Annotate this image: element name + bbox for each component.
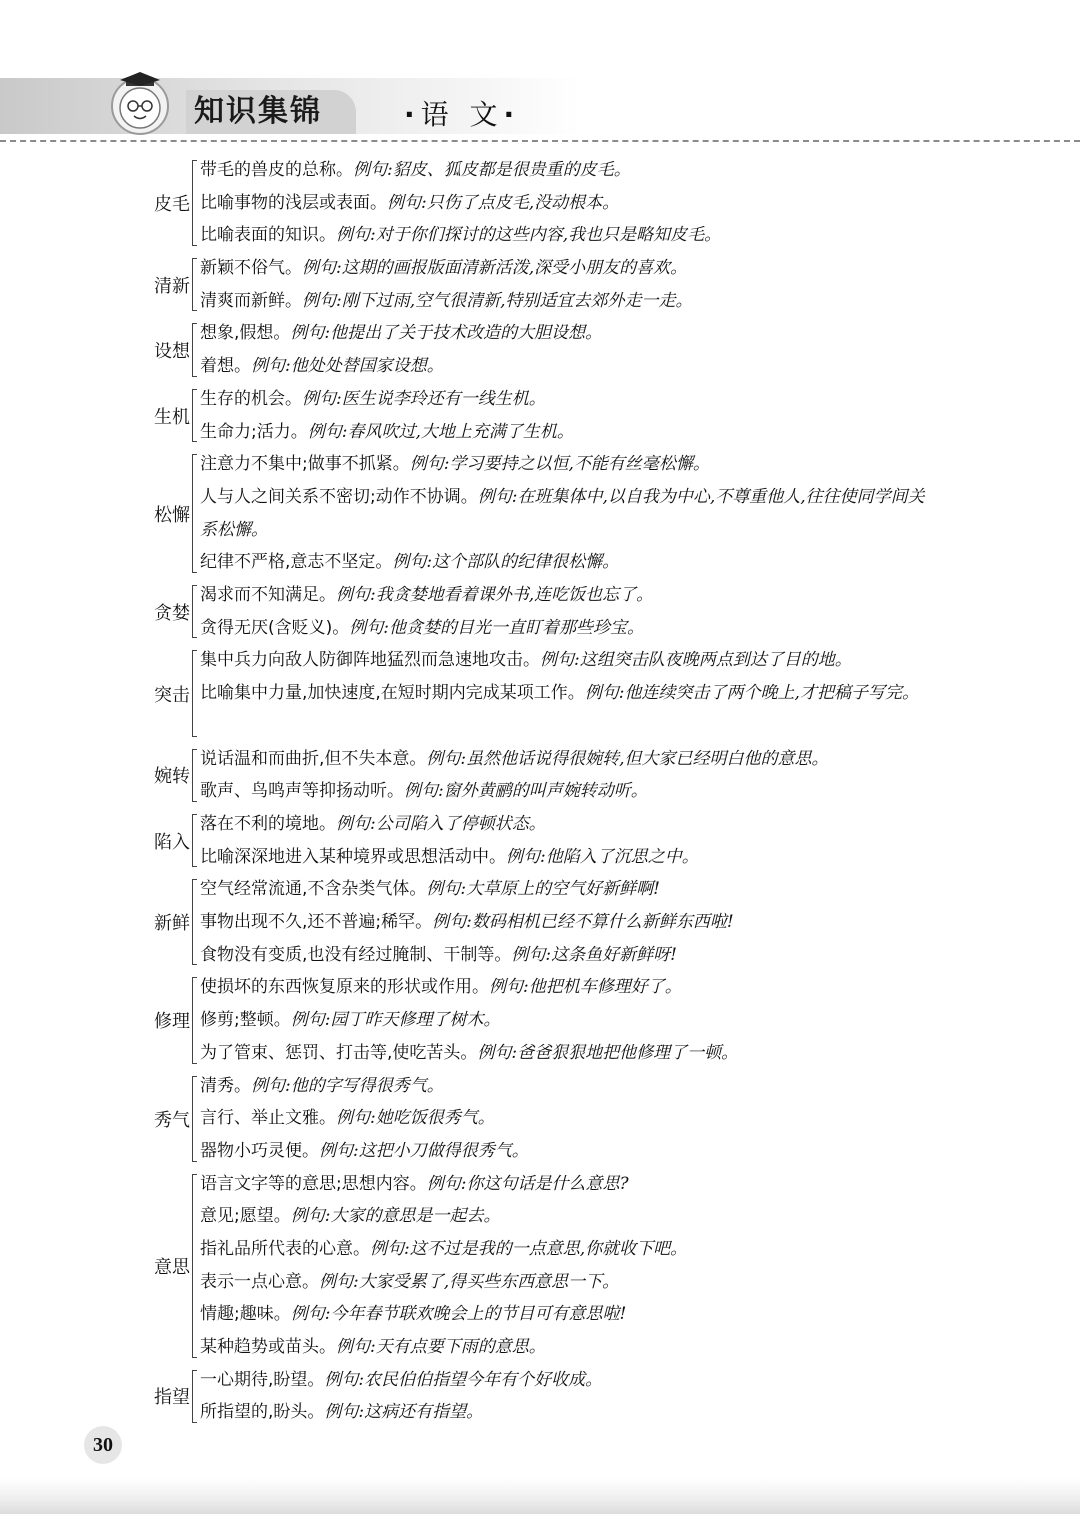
- vocabulary-list: [0, 154, 1080, 1429]
- sense-definition: 生存的机会。: [200, 388, 302, 409]
- sense-definition: 情趣;趣味。: [200, 1304, 291, 1325]
- entry-brace: [192, 323, 197, 376]
- entry-sense: [200, 775, 940, 808]
- sense-example: 例句:大草原上的空气好新鲜啊!: [426, 879, 660, 900]
- entry-sense: [200, 808, 940, 841]
- sense-definition: 某种趋势或苗头。: [200, 1337, 336, 1358]
- entry-sense: [200, 1102, 940, 1135]
- sense-definition: 生命力;活力。: [200, 421, 308, 442]
- sense-example: 例句:貂皮、狐皮都是很贵重的皮毛。: [353, 160, 631, 180]
- sense-example: 例句:爸爸狠狠地把他修理了一顿。: [477, 1042, 739, 1063]
- entry-term: 新鲜: [154, 913, 190, 935]
- entry-sense: [200, 1004, 940, 1037]
- header-divider: [0, 140, 1080, 142]
- sense-example: 例句:只伤了点皮毛,没动根本。: [387, 192, 620, 213]
- entry-term: 松懈: [154, 504, 190, 526]
- vocabulary-entry: [0, 317, 1080, 382]
- sense-example: 例句:这期的画报版面清新活泼,深受小朋友的喜欢。: [302, 258, 688, 279]
- sense-example: 例句:这不过是我的一点意思,你就收下吧。: [370, 1238, 688, 1259]
- entry-brace: [192, 650, 197, 736]
- entry-sense: [200, 677, 940, 742]
- sense-definition: 人与人之间关系不密切;动作不协调。: [200, 486, 478, 507]
- sense-example: 例句:医生说李玲还有一线生机。: [302, 388, 546, 409]
- sense-definition: 纪律不严格,意志不坚定。: [200, 552, 393, 573]
- entry-sense: [200, 219, 940, 252]
- sense-definition: 清爽而新鲜。: [200, 290, 302, 311]
- sense-example: 例句:这病还有指望。: [324, 1402, 484, 1423]
- sense-definition: 注意力不集中;做事不抓紧。: [200, 454, 410, 475]
- vocabulary-entry: [0, 873, 1080, 971]
- subject-name: 语 文: [420, 98, 504, 131]
- sense-definition: 比喻集中力量,加快速度,在短时期内完成某项工作。: [200, 683, 585, 704]
- entry-sense: [200, 1037, 940, 1070]
- sense-definition: 带毛的兽皮的总称。: [200, 160, 353, 180]
- entry-sense: [200, 644, 940, 677]
- subject-dot-right: ·: [503, 98, 521, 131]
- entry-brace: [192, 258, 197, 311]
- entry-term: 秀气: [154, 1109, 190, 1131]
- sense-example: 例句:虽然他话说得很婉转,但大家已经明白他的意思。: [426, 748, 829, 769]
- entry-sense: [200, 383, 940, 416]
- sense-definition: 新颖不俗气。: [200, 258, 302, 279]
- entry-brace: [192, 585, 197, 638]
- entry-sense: [200, 1298, 940, 1331]
- entry-sense: [200, 285, 940, 318]
- sense-definition: 一心期待,盼望。: [200, 1369, 325, 1390]
- entry-sense: [200, 612, 940, 645]
- sense-example: 例句:天有点要下雨的意思。: [336, 1337, 546, 1358]
- entry-sense: [200, 448, 940, 481]
- entry-term: 皮毛: [154, 194, 190, 216]
- entry-sense: [200, 1200, 940, 1233]
- sense-definition: 贪得无厌(含贬义)。: [200, 617, 350, 638]
- entry-term: 修理: [154, 1011, 190, 1033]
- sense-definition: 空气经常流通,不含杂类气体。: [200, 879, 427, 900]
- sense-example: 例句:公司陷入了停顿状态。: [336, 813, 546, 834]
- entry-sense: [200, 1070, 940, 1103]
- entry-brace: [192, 454, 197, 573]
- sense-definition: 比喻事物的浅层或表面。: [200, 192, 387, 213]
- entry-term: 意思: [154, 1256, 190, 1278]
- entry-brace: [192, 977, 197, 1063]
- entry-sense: [200, 187, 940, 220]
- sense-example: 例句:窗外黄鹂的叫声婉转动听。: [404, 781, 648, 802]
- sense-example: 例句:这把小刀做得很秀气。: [319, 1140, 529, 1161]
- entry-brace: [192, 1174, 197, 1358]
- sense-definition: 比喻表面的知识。: [200, 225, 336, 246]
- entry-term: 设想: [154, 341, 190, 363]
- entry-sense: [200, 481, 940, 546]
- sense-example: 例句:大家的意思是一起去。: [290, 1206, 501, 1227]
- entry-brace: [192, 879, 197, 965]
- entry-sense: [200, 841, 940, 874]
- entry-sense: [200, 350, 940, 383]
- sense-example: 例句:我贪婪地看着课外书,连吃饭也忘了。: [336, 585, 654, 606]
- sense-example: 例句:学习要持之以恒,不能有丝毫松懈。: [409, 454, 710, 475]
- sense-example: 例句:在班集体中,以自我为中心,不尊重他人,往往使同学间关系松懈。: [200, 486, 925, 540]
- entry-term: 突击: [154, 684, 190, 706]
- sense-definition: 所指望的,盼头。: [200, 1402, 325, 1423]
- entry-brace: [192, 389, 197, 442]
- entry-sense: [200, 416, 940, 449]
- vocabulary-entry: [0, 1364, 1080, 1429]
- vocabulary-entry: [0, 971, 1080, 1069]
- sense-definition: 说话温和而曲折,但不失本意。: [200, 748, 427, 769]
- vocabulary-entry: [0, 579, 1080, 644]
- sense-definition: 歌声、鸟鸣声等抑扬动听。: [200, 781, 404, 802]
- entry-term: 清新: [154, 275, 190, 297]
- vocabulary-entry: [0, 448, 1080, 579]
- entry-sense: [200, 971, 940, 1004]
- vocabulary-entry: [0, 1168, 1080, 1364]
- entry-term: 贪婪: [154, 602, 190, 624]
- entry-brace: [192, 814, 197, 867]
- entry-term: 生机: [154, 406, 190, 428]
- vocabulary-entry: [0, 154, 1080, 252]
- entry-sense: [200, 906, 940, 939]
- sense-example: 例句:园丁昨天修理了树木。: [290, 1010, 501, 1031]
- entry-brace: [192, 1370, 197, 1423]
- entry-sense: [200, 1233, 940, 1266]
- sense-example: 例句:这条鱼好新鲜呀!: [511, 944, 677, 965]
- entry-term: 指望: [154, 1387, 190, 1409]
- vocabulary-entry: [0, 383, 1080, 448]
- sense-definition: 比喻深深地进入某种境界或思想活动中。: [200, 846, 506, 867]
- entry-sense: [200, 317, 940, 350]
- sense-definition: 着想。: [200, 356, 251, 377]
- sense-example: 例句:她吃饭很秀气。: [336, 1108, 495, 1129]
- footer-decoration: [0, 1478, 1080, 1514]
- sense-definition: 事物出现不久,还不普遍;稀罕。: [200, 912, 433, 933]
- entry-sense: [200, 1396, 940, 1429]
- sense-example: 例句:数码相机已经不算什么新鲜东西啦!: [432, 912, 734, 933]
- sense-definition: 表示一点心意。: [200, 1271, 319, 1292]
- sense-example: 例句:他把机车修理好了。: [489, 977, 682, 998]
- sense-definition: 言行、举止文雅。: [200, 1108, 336, 1129]
- entry-sense: [200, 1135, 940, 1168]
- entry-sense: [200, 1168, 940, 1201]
- sense-example: 例句:对于你们探讨的这些内容,我也只是略知皮毛。: [336, 225, 722, 246]
- vocabulary-entry: [0, 1070, 1080, 1168]
- entry-sense: [200, 1331, 940, 1364]
- sense-example: 例句:这组突击队夜晚两点到达了目的地。: [540, 650, 852, 671]
- sense-example: 例句:他提出了关于技术改造的大胆设想。: [290, 323, 603, 344]
- entry-brace: [192, 160, 197, 246]
- entry-brace: [192, 749, 197, 802]
- sense-example: 例句:农民伯伯指望今年有个好收成。: [324, 1369, 603, 1390]
- page-number: 30: [84, 1426, 122, 1464]
- entry-term: 婉转: [154, 766, 190, 788]
- sense-example: 例句:他的字写得很秀气。: [251, 1075, 444, 1096]
- vocabulary-entry: [0, 252, 1080, 317]
- sense-definition: 使损坏的东西恢复原来的形状或作用。: [200, 977, 489, 998]
- sense-example: 例句:春风吹过,大地上充满了生机。: [307, 421, 574, 442]
- sense-example: 例句:今年春节联欢晚会上的节目可有意思啦!: [290, 1304, 627, 1325]
- entry-sense: [200, 873, 940, 906]
- sense-definition: 指礼品所代表的心意。: [200, 1238, 370, 1259]
- subject-dot-left: ·: [404, 98, 421, 131]
- sense-example: 例句:他连续突击了两个晚上,才把稿子写完。: [584, 683, 919, 704]
- entry-sense: [200, 1266, 940, 1299]
- sense-example: 例句:刚下过雨,空气很清新,特别适宜去郊外走一走。: [302, 290, 693, 311]
- entry-sense: [200, 252, 940, 285]
- vocabulary-entry: [0, 644, 1080, 742]
- sense-definition: 食物没有变质,也没有经过腌制、干制等。: [200, 944, 512, 965]
- vocabulary-entry: [0, 743, 1080, 808]
- entry-term: 陷入: [154, 831, 190, 853]
- sense-example: 例句:这个部队的纪律很松懈。: [392, 552, 620, 573]
- entry-sense: [200, 939, 940, 972]
- sense-example: 例句:你这句话是什么意思?: [426, 1173, 629, 1194]
- sense-definition: 意见;愿望。: [200, 1206, 291, 1227]
- sense-definition: 想象,假想。: [200, 323, 291, 344]
- entry-sense: [200, 579, 940, 612]
- entry-sense: [200, 154, 940, 187]
- vocabulary-entry: [0, 808, 1080, 873]
- sense-definition: 落在不利的境地。: [200, 813, 336, 834]
- sense-definition: 渴求而不知满足。: [200, 585, 336, 606]
- entry-sense: [200, 546, 940, 579]
- scholar-mascot-icon: [104, 66, 176, 138]
- sense-example: 例句:他处处替国家设想。: [251, 356, 444, 377]
- sense-example: 例句:他陷入了沉思之中。: [506, 846, 699, 867]
- sense-definition: 器物小巧灵便。: [200, 1140, 319, 1161]
- sense-definition: 集中兵力向敌人防御阵地猛烈而急速地攻击。: [200, 650, 540, 671]
- entry-sense: [200, 1364, 940, 1397]
- sense-example: 例句:他贪婪的目光一直盯着那些珍宝。: [349, 617, 644, 638]
- entry-sense: [200, 743, 940, 776]
- sense-definition: 为了管束、惩罚、打击等,使吃苦头。: [200, 1042, 478, 1063]
- sense-example: 例句:大家受累了,得买些东西意思一下。: [319, 1271, 620, 1292]
- entry-brace: [192, 1076, 197, 1162]
- page-header-title: 知识集锦: [186, 90, 356, 134]
- subject-label: [404, 98, 520, 132]
- sense-definition: 语言文字等的意思;思想内容。: [200, 1173, 427, 1194]
- sense-definition: 清秀。: [200, 1075, 251, 1096]
- sense-definition: 修剪;整顿。: [200, 1010, 291, 1031]
